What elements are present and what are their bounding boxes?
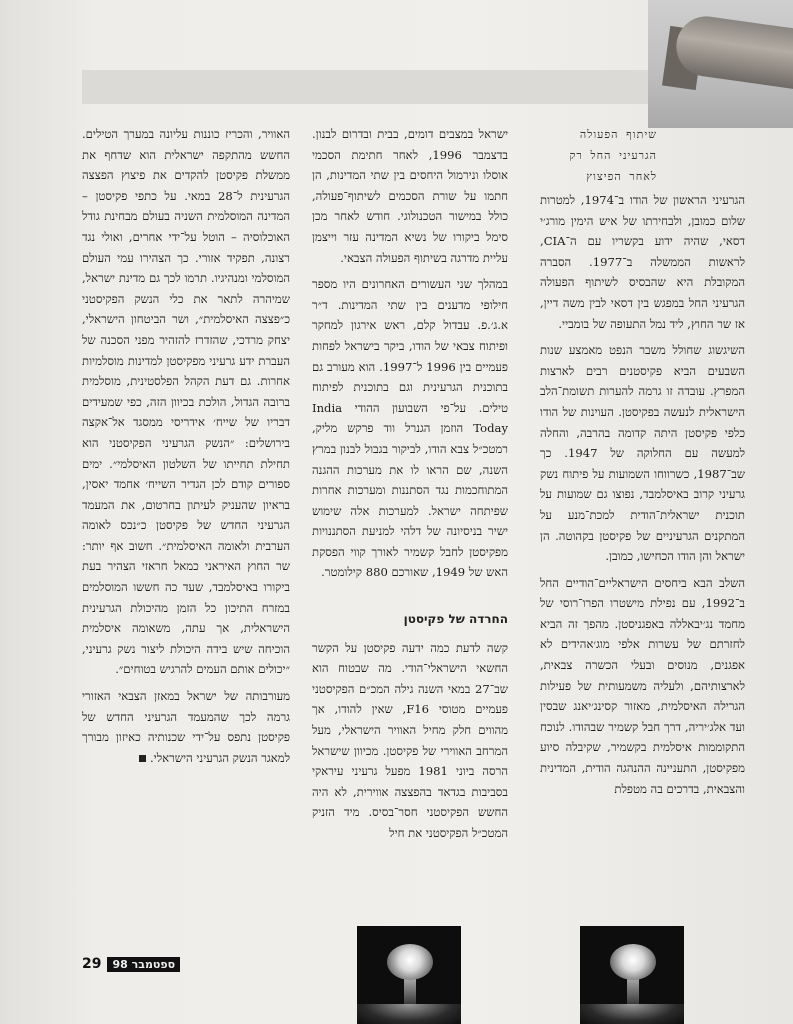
- paragraph: הגרעיני הראשון של הודו ב־1974, למטרות שלום כמובן, ולבחירתו של איש הימין מורג׳י דסאי, שהיה ידוע בקשריו עם ה־CIA, לראשות הממשלה ב־1977. הסברה המקובלת היא שהבסיס לשיתוף הפעולה הגרעיני החל במפגש בין דסאי לבין משה דיין, אז שר החוץ, ליד נמל התעופה של בומביי.: [540, 193, 745, 331]
- photo-ground: [357, 1004, 461, 1024]
- paragraph: [82, 686, 290, 768]
- column-middle: [312, 124, 508, 850]
- pull-quote-line: שיתוף הפעולה: [579, 128, 657, 141]
- paragraph: ישראל במצבים דומים, בבית ובדרום לבנון. בדצמבר 1996, לאחר חתימת הסכמי אוסלו ונירמול היחסים בין שתי המדינות, הן חתמו על שורת הסכמים לשיתוף־פעולה, כולל במישור הטכנולוגי. חודש לאחר מכן סימל ביקורו של נשיא המדינה עזר וייצמן עליית מדרגה בשיתוף הפעולה הצבאי.: [312, 127, 509, 265]
- paragraph: קשה לדעת כמה ידעה פקיסטן על הקשר החשאי הישראלי־הודי. מה שבטוח הוא שב־27 במאי השנה גילה המכ״ם הפקיסטני פעמיים מטוסי F16, שאין להודו, אך מהווים חלק מחיל האוויר הישראלי, מעל המרחב האווירי של פקיסטן. מכיוון שישראל הרסה ביוני 1981 מפעל גרעיני עיראקי בסביבות בגדאד בהפצצה אווירית, לא היה החשש הפקיסטני חסר־בסיס. מיד הזניק המטכ״ל הפקיסטני את חיל: [312, 640, 509, 840]
- paragraph: האוויר, והכריז כוננות עליונה במערך הטילים. החשש מהתקפה ישראלית הוא שדחף את ממשלת פקיסטן להקדים את פיצוץ הפצצה הגרעינית ל־28 במאי. על כתפי פקיסטן – המדינה המוסלמית השניה בעולם מבחינת גודל האוכלוסיה – הוטל על־ידי אחרים, ואולי נגד רצונה, תפקיד אזורי. כך הצהירו עמי העולם המוסלמי ומנהיגיו. תרמו לכך גם מדינת ישראל, שמיהרה לתאר את כלי הנשק הפקיסטני כ״פצצה האיסלמית״, ושר הביטחון הישראלי, יצחק מרדכי, שהזדרז להזהיר מפני הסכנה של העברת ידע גרעיני מפקיסטן למדינות מוסלמיות אחרות. גם דעת הקהל הפלסטינית, מוסלמית ברובה הגדול, הולכת בכיוון הזה, כפי שמעידים דבריו של שייח׳ אידריסי ממסגד אל־אקצה בירושלים: ״הנשק הגרעיני הפקיסטני הוא תחילת תחייתו של השלטון האיסלמי״. ימים ספורים קודם לכן הגדיר השייח׳ אחמד יאסין, בראיון שהעניק לעיתון בחרטום, את המעמד הגרעיני החדש של פקיסטן כ״נכס לאומה הערבית ולאומה האיסלמית״. חשוב אף יותר: שר החוץ האיראני כמאל חראזי הצהיר בעת ביקורו באיסלמבד, שעד כה חששו המוסלמים במזרח התיכון כל הזמן מהיכולת הגרעינית הישראלית, אך עתה, משאומה איסלמית הוכיחה שיש בידה היכולת ליצור נשק גרעיני, ״יכולים אותם העמים להרגיש בטוחים״.: [82, 127, 290, 677]
- photo-cloud: [610, 944, 656, 980]
- column-left: [82, 124, 290, 774]
- photo-ground: [580, 1004, 684, 1024]
- paragraph: השלב הבא ביחסים הישראליים־הודיים החל ב־1992, עם נפילת מישטרו הפרו־רוסי של מחמד נג׳יבאללה באפגניסטן. מהפך זה הביא לחזרתם של עשרות אלפי מוג׳אהידים לא אפגנים, מנוסים ובעלי הכשרה צבאית, לארצותיהם, ולעליה משמעותית של פעילות הגרילה האיסלמית, מאזור קסינג׳יאנג שבסין ועד אלג׳יריה, דרך חבל קשמיר שבהודו. לנוכח התקוממות איסלמית בקשמיר, שקיבלה סיוע מפקיסטן, התעניינה ההנהגה הודית, המדינית והצבאית, בדרכים בה מטפלת: [540, 575, 745, 796]
- page-footer: [82, 955, 180, 973]
- page-number: 29: [82, 956, 102, 972]
- pull-quote-line: לאחר הפיצוץ: [586, 170, 657, 183]
- paragraph: השיגשוג שחולל משבר הנפט מאמצע שנות השבעים הביא פקיסטנים רבים לארצות המפרץ. עובדה זו גרמה להערות תשומת־הלב הישראלית לנעשה בפקיסטן. העוינות של הודו כלפי פקיסטן היתה קדומה בהרבה, והחלה למעשה עם החלוקה של 1947. כך שב־1987, כשרווחו השמועות על פיתוח נשק גרעיני קרוב באיסלמבד, נפוצו גם שמועות על תוכנית ישראלית־הודית למכת־מנע על המתקנים הגרעיניים של פקיסטן בקהוטה. הן ישראל והן הודו הכחישו, כמובן.: [540, 343, 746, 564]
- header-band: [82, 70, 652, 104]
- section-subheading: החרדה של פקיסטן: [403, 612, 508, 627]
- end-of-article-mark: [139, 755, 146, 762]
- column-right: [540, 124, 745, 805]
- explosion-photo: [580, 926, 684, 1024]
- corner-photo: [648, 0, 793, 128]
- issue-date: ספטמבר 98: [107, 957, 180, 972]
- photo-cloud: [387, 944, 433, 980]
- paragraph-text: מעורבותה של ישראל במאזן הצבאי האזורי גרמה לכך שהמעמד הגרעיני החדש של פקיסטן נתפס על־ידי שכנותיה כאיזון מבורך למאגר הנשק הגרעיני הישראלי.: [82, 689, 290, 765]
- explosion-photo: [357, 926, 461, 1024]
- paragraph: במהלך שני העשורים האחרונים היו מספר חילופי מדענים בין שתי המדינות. ד״ר א.ג׳.פ. עבדול קלם, ראש אירגון למחקר ופיתוח צבאי של הודו, ביקר בישראל לפחות פעמיים בין 1996 ל־1997. הוא מעורב גם בתוכנית הגרעינית וגם בתוכנית לפיתוח טילים. על־פי השבועון ההודי India Today הוזמן הגנרל ווד פרקש מליק, רמטכ״ל צבא הודו, לביקור בגבול לבנון במרץ השנה, שם הראו לו את מערכות ההגנה המתוחכמות נגד הסתננות ומערכות אחרות שפיתחה ישראל. למערכות אלה שימוש ישיר בניסיונה של דלהי למניעת הסתננויות מפקיסטן לחבל קשמיר לאורך קווי הפסקת האש של 1949, שאורכם 880 קילומטר.: [312, 277, 508, 580]
- pull-quote-line: הגרעיני החל רק: [569, 149, 657, 162]
